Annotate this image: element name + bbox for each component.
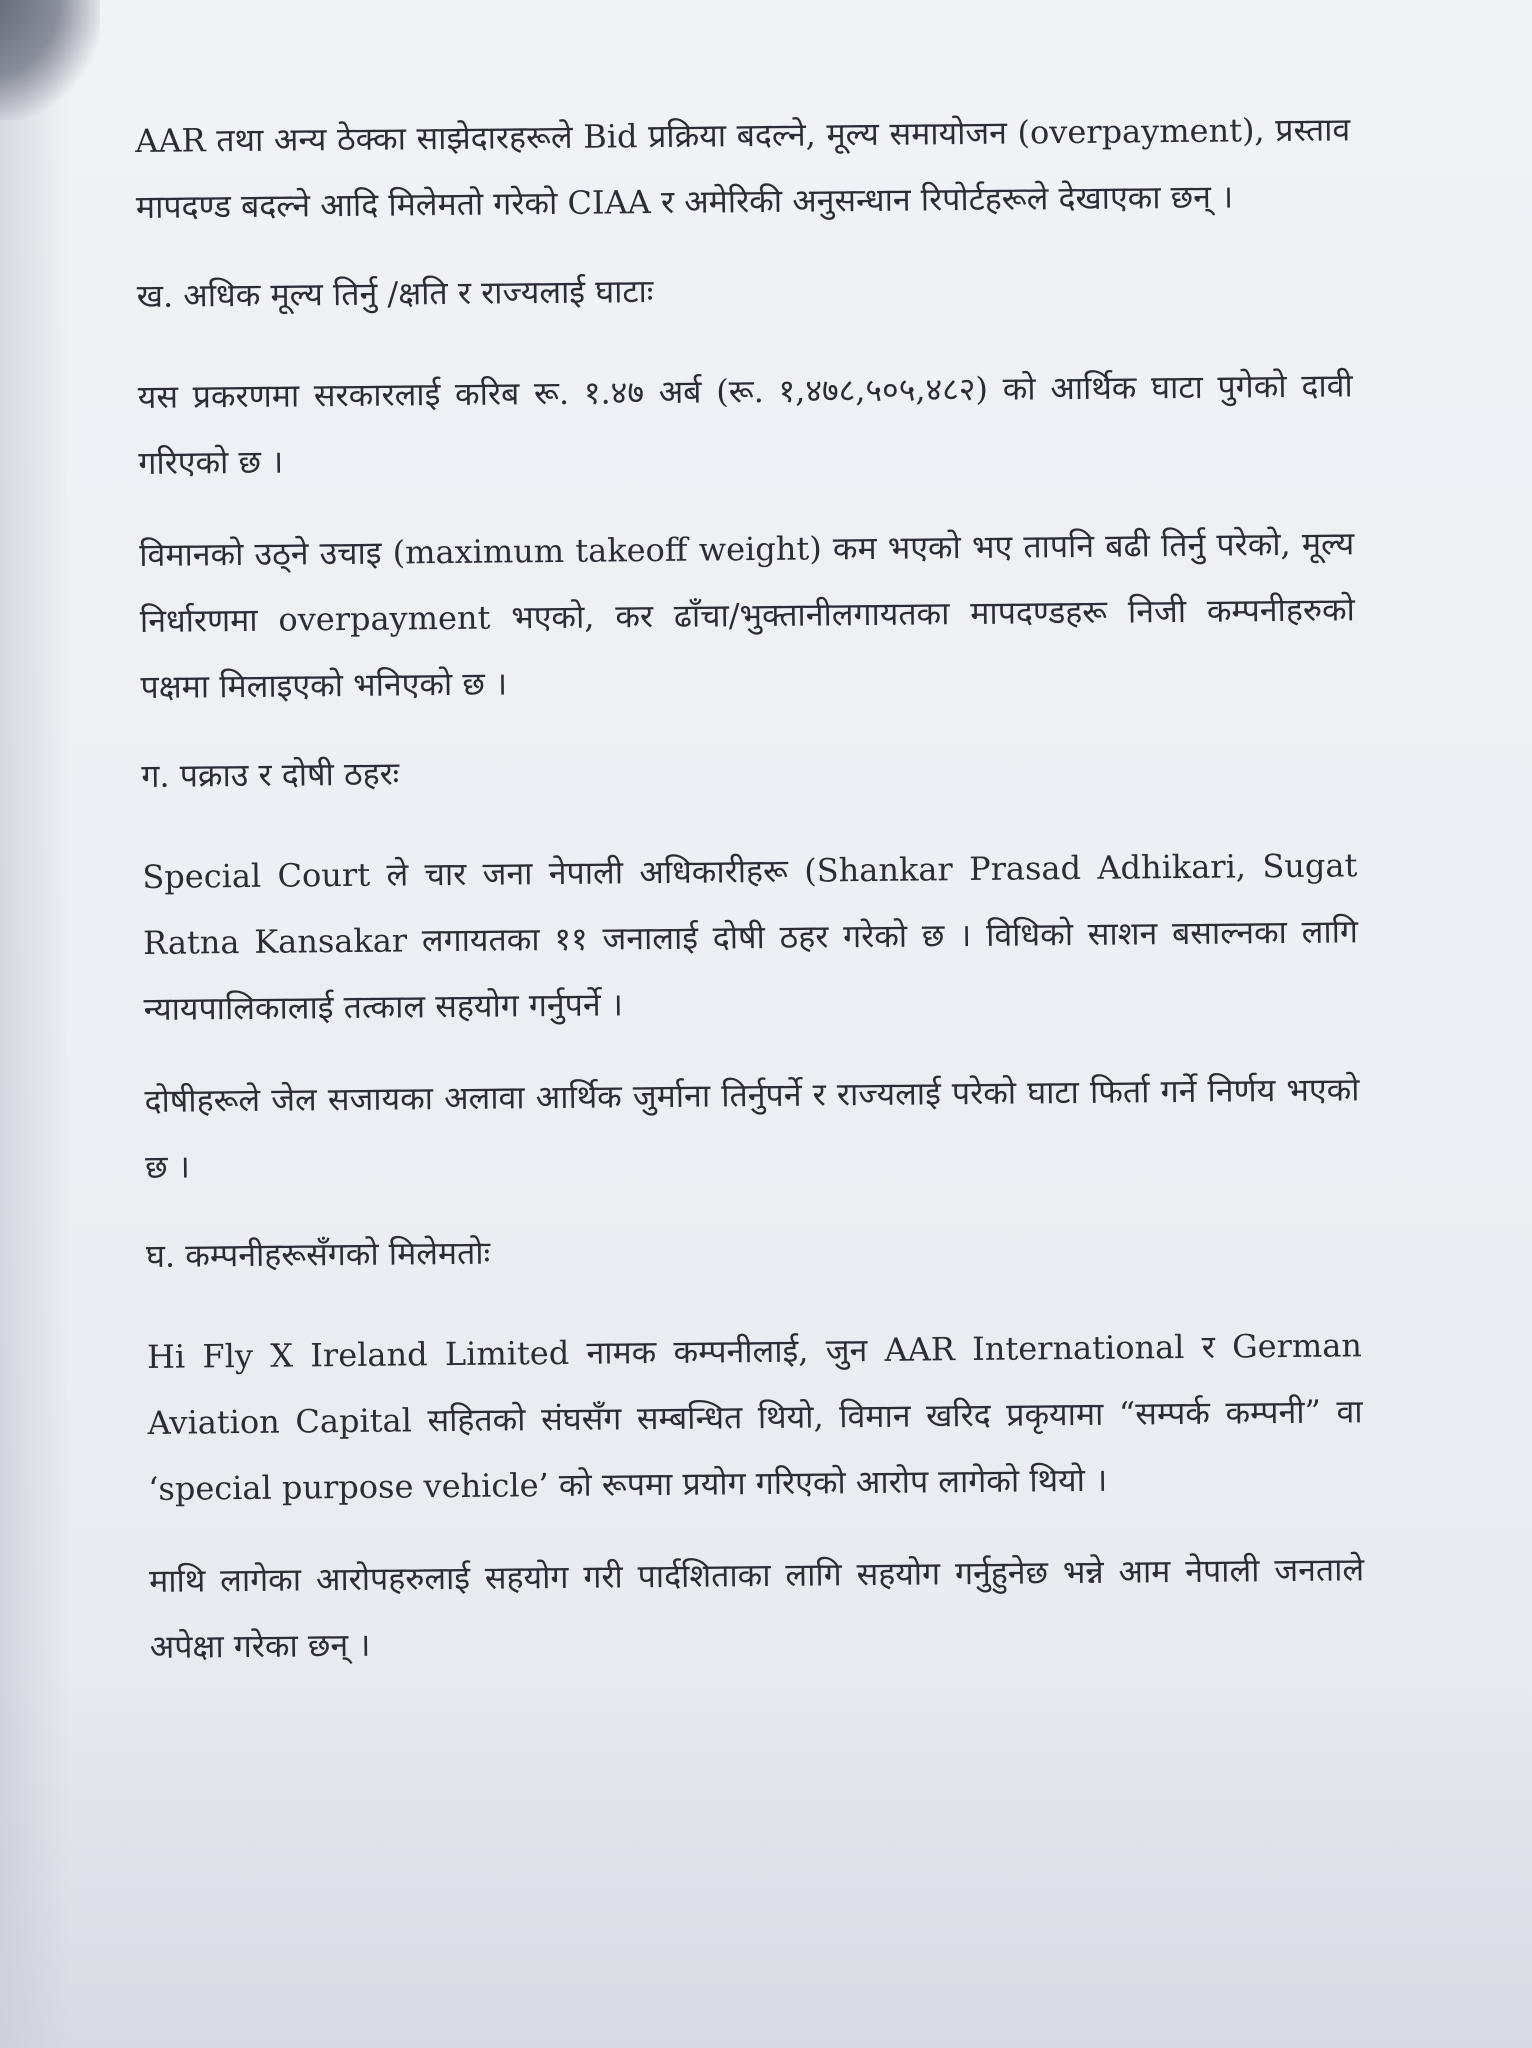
document-body — [135, 96, 1365, 1706]
heading-company-collusion: घ. कम्पनीहरूसँगको मिलेमतोः — [145, 1233, 491, 1275]
page-edge-shadow — [0, 0, 70, 2048]
heading-overpayment-loss: ख. अधिक मूल्य तिर्नु /क्षति र राज्यलाई घाटाः — [136, 272, 654, 315]
paragraph-public-expectation: माथि लागेका आरोपहरुलाई सहयोग गरी पार्दशिताका लागि सहयोग गर्नुहुनेछ भन्ने आम नेपाली जनताले अपेक्षा गरेका छन् । — [148, 1550, 1365, 1666]
page-bottom-shadow — [0, 1668, 1532, 2048]
paragraph-penalty: दोषीहरूले जेल सजायका अलावा आर्थिक जुर्माना तिर्नुपर्ने र राज्यलाई परेको घाटा फिर्ता गर्ने निर्णय भएको छ । — [144, 1070, 1360, 1186]
paragraph-financial-loss: यस प्रकरणमा सरकारलाई करिब रू. १.४७ अर्ब (रू. १,४७८,५०५,४८२) को आर्थिक घाटा पुगेको दावी गरिएको छ । — [137, 366, 1353, 482]
page-corner-shadow — [0, 0, 100, 120]
paragraph-hi-fly: Hi Fly X Ireland Limited नामक कम्पनीलाई, जुन AAR International र German Aviation Capital सहितको संघसँग सम्बन्धित थियो, विमान खरिद प्रकृयामा “सम्पर्क कम्पनी” वा ‘special purpose vehicle’ को रूपमा प्रयोग गरिएको आरोप लागेको थियो । — [146, 1326, 1363, 1508]
paragraph-special-court: Special Court ले चार जना नेपाली अधिकारीहरू (Shankar Prasad Adhikari, Sugat Ratna Kansakar लगायतका ११ जनालाई दोषी ठहर गरेको छ । विधिको साशन बसाल्नका लागि न्यायपालिकालाई तत्काल सहयोग गर्नुपर्ने । — [142, 846, 1359, 1028]
heading-arrest-conviction: ग. पक्राउ र दोषी ठहरः — [141, 754, 400, 795]
paragraph-aar-collusion: AAR तथा अन्य ठेक्का साझेदारहरूले Bid प्रक्रिया बदल्ने, मूल्य समायोजन (overpayment), प्रस्ताव मापदण्ड बदल्ने आदि मिलेमतो गरेको CIAA र अमेरिकी अनुसन्धान रिपोर्टहरूले देखाएका छन् । — [135, 110, 1351, 226]
paragraph-takeoff-weight: विमानको उठ्ने उचाइ (maximum takeoff weight) कम भएको भए तापनि बढी तिर्नु परेको, मूल्य निर्धारणमा overpayment भएको, कर ढाँचा/भुक्तानीलगायतका मापदण्डहरू निजी कम्पनीहरुको पक्षमा मिलाइएको भनिएको छ । — [139, 524, 1356, 706]
